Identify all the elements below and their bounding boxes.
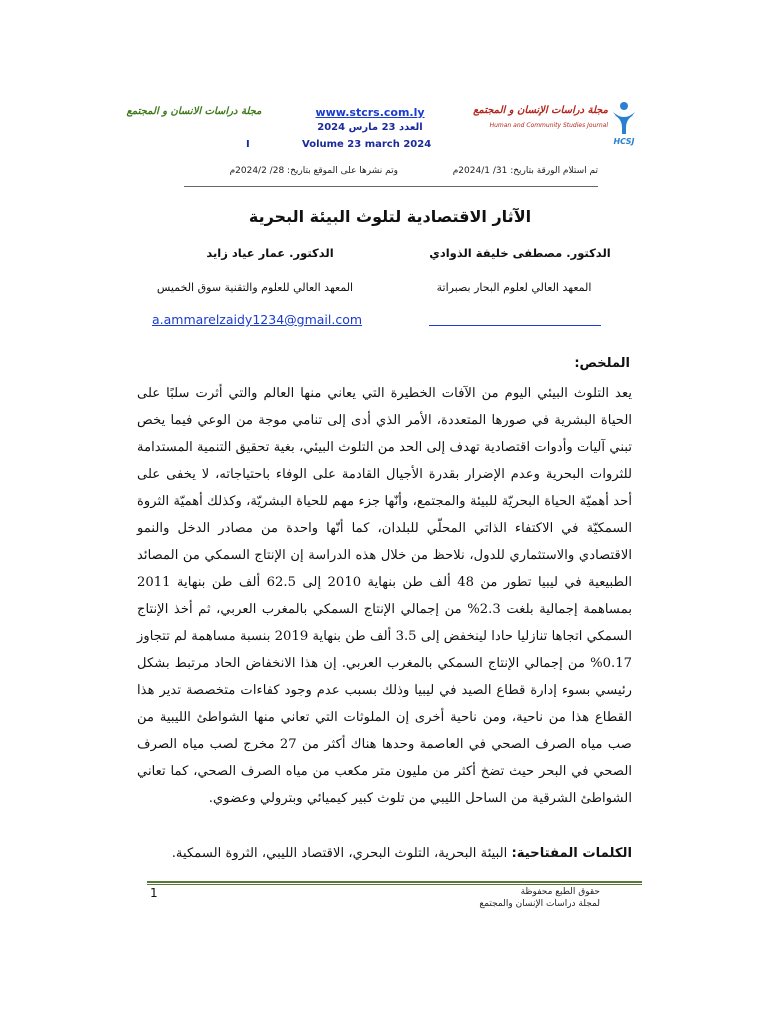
volume-text: Volume 23 march 2024 xyxy=(302,139,432,150)
issue-info: العدد 23 مارس 2024 xyxy=(317,122,423,133)
logo-abbrev: HCSJ xyxy=(613,137,635,146)
footer-divider-thin xyxy=(147,884,642,885)
header-divider xyxy=(184,186,598,187)
author1-name: الدكتور. مصطفى خليفة الذوادي xyxy=(429,246,611,260)
journal-name-left: مجلة دراسات الانسان و المجتمع xyxy=(126,106,262,117)
abstract-body: يعد التلوث البيئي اليوم من الآفات الخطيرة التي يعاني منها العالم والتي أثرت سلبًا على الحياة البشرية في صورها المتعددة، الأمر الذي أدى إلى تنامي موجة من الوعي فيما يخص تبني آليات وأدوات اقتصادية تهدف إلى الحد من التلوث البيئي، بغية تحقيق التنمية المستدامة للثروات البحرية وعدم الإضرار بقدرة الأجيال القادمة على الوفاء باحتياجاته، لا يخفى على أحد أهميّة الحياة البحريّة للبيئة والمجتمع، وأنّها جزء مهم للحياة البشريّة، وكذلك أهميّة الثروة السمكيّة في الاكتفاء الذاتي المحلّي للبلدان، كما أنّها واحدة من مصادر الدخل والنمو الاقتصادي والاستثماري للدول، نلاحظ من خلال هذه الدراسة إن الإنتاج السمكي من المصائد الطبيعية في ليبيا تطور من 48 ألف طن بنهاية 2010 إلى 62.5 ألف طن بنهاية 2011 بمساهمة إجمالية بلغت 2.3% من إجمالي الإنتاج السمكي بالمغرب العربي، ثم أخذ الإنتاج السمكي اتجاها تنازليا حادا لينخفض إلى 3.5 ألف طن بنهاية 2019 بنسبة مساهمة لم تتجاوز 0.17% من إجمالي الإنتاج السمكي بالمغرب العربي. إن هذا الانخفاض الحاد مرتبط بشكل رئيسي بسوء إدارة قطاع الصيد في ليبيا وذلك بسبب عدم وجود كفاءات متخصصة تدير هذا القطاع هذا من ناحية، ومن ناحية أخرى إن الملوثات التي تعاني منها الشواطئ الليبية من صب مياه الصرف الصحي في العاصمة وحدها هناك أكثر من 27 مخرج لصب مياه الصرف الصحي في البحر حيث تضخ أكثر من مليون متر مكعب من مياه الصرف الصحي، كما تعاني الشواطئ الشرقية من الساحل الليبي من تلوث كبير كيميائي وبترولي وعضوي. xyxy=(137,386,633,806)
dates-row xyxy=(180,166,598,182)
keywords-label: الكلمات المفتاحية: xyxy=(511,846,632,861)
copyright-notice xyxy=(420,886,600,910)
article-title: الآثار الاقتصادية لتلوث البيئة البحرية xyxy=(248,207,532,226)
author2-email[interactable]: a.ammarelzaidy1234@gmail.com xyxy=(151,312,363,327)
page-number: 1 xyxy=(150,886,158,900)
journal-logo xyxy=(468,100,638,150)
header-center xyxy=(300,106,440,133)
person-logo-icon xyxy=(610,100,638,146)
author1-email-link[interactable] xyxy=(429,325,601,326)
volume-number: I xyxy=(246,139,250,150)
keywords-text: البيئة البحرية، التلوث البحري، الاقتصاد الليبي، الثروة السمكية. xyxy=(171,846,512,861)
author1-affiliation: المعهد العالي لعلوم البحار بصبراتة xyxy=(436,281,592,294)
received-date: تم استلام الورقة بتاريخ: 31/ 2024/1م xyxy=(452,166,598,176)
published-date: وتم نشرها على الموقع بتاريخ: 28/ 2024/2م xyxy=(229,166,398,176)
abstract-heading: الملخص: xyxy=(574,356,630,371)
logo-title-en: Human and Community Studies Journal xyxy=(489,122,608,129)
author2-affiliation: المعهد العالي للعلوم والتقنية سوق الخميس xyxy=(156,281,354,294)
copyright-line1: حقوق الطبع محفوظة xyxy=(520,887,600,897)
logo-title-ar: مجلة دراسات الإنسان و المجتمع xyxy=(473,105,608,116)
copyright-line2: لمجلة دراسات الإنسان والمجتمع xyxy=(479,899,600,909)
footer-divider xyxy=(147,881,642,883)
keywords xyxy=(137,846,632,861)
volume-row xyxy=(246,139,446,153)
author2-name: الدكتور. عمار عياد زايد xyxy=(206,246,334,260)
website-link[interactable]: www.stcrs.com.ly xyxy=(315,106,425,119)
